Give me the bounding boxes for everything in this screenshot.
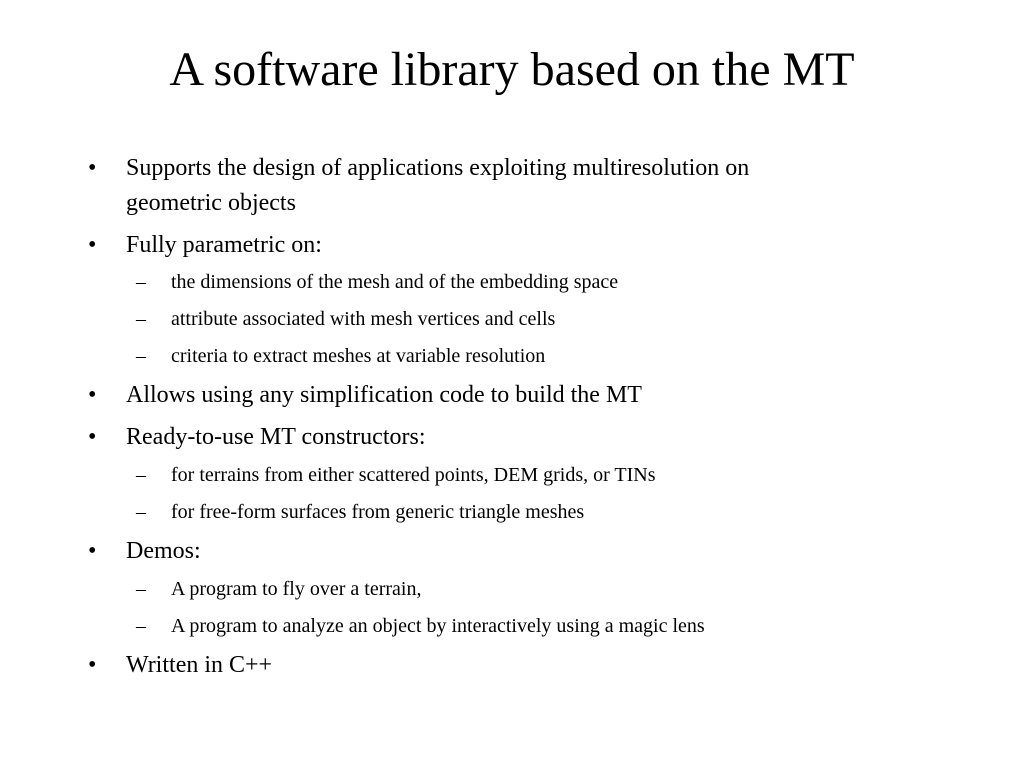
bullet-marker: • [88,232,97,258]
subitem-attribute: attribute associated with mesh vertices and cells [171,308,556,330]
subitem-terrains: for terrains from either scattered points, DEM grids, or TINs [171,464,656,486]
subitem-fly-over: A program to fly over a terrain, [171,578,422,600]
subitem-magic-lens: A program to analyze an object by interactively using a magic lens [171,615,705,637]
bullet-item-fully-parametric: Fully parametric on: [126,232,322,258]
dash-marker: – [136,501,146,523]
dash-marker: – [136,615,146,637]
bullet-marker: • [88,424,97,450]
bullet-item-written-in: Written in C++ [126,652,273,678]
bullet-marker: • [88,155,97,181]
bullet-marker: • [88,652,97,678]
bullet-marker: • [88,382,97,408]
dash-marker: – [136,464,146,486]
subitem-free-form: for free-form surfaces from generic triangle meshes [171,501,585,523]
bullet-marker: • [88,538,97,564]
slide-title: A software library based on the MT [169,43,855,96]
bullet-item-demos: Demos: [126,538,201,564]
subitem-criteria: criteria to extract meshes at variable resolution [171,345,546,367]
dash-marker: – [136,308,146,330]
dash-marker: – [136,345,146,367]
dash-marker: – [136,578,146,600]
bullet-item-allows-simplification: Allows using any simplification code to build the MT [126,382,642,408]
bullet-item-ready-to-use: Ready-to-use MT constructors: [126,424,426,450]
dash-marker: – [136,271,146,293]
bullet-item-supports-line-2: geometric objects [126,190,296,216]
subitem-dimensions: the dimensions of the mesh and of the embedding space [171,271,619,293]
bullet-item-supports-line-1: Supports the design of applications exploiting multiresolution on [126,155,750,181]
